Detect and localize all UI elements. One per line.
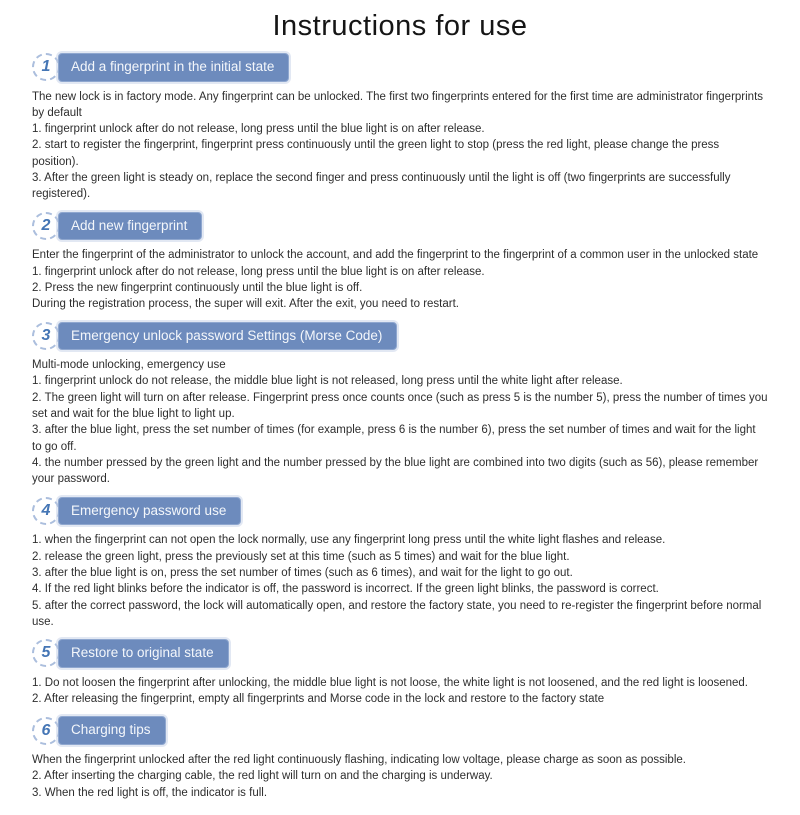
section-text-line: 3. after the blue light is on, press the set number of times (such as 6 times), and wait for the light to go out. [32, 566, 573, 579]
section-add-new-fingerprint [32, 212, 768, 313]
section-text-line: 1. fingerprint unlock after do not release, long press until the blue light is on after release. [32, 123, 485, 136]
section-text-line: The new lock is in factory mode. Any fingerprint can be unlocked. The first two fingerprints entered for the first time are administrator fingerprints by default [32, 90, 764, 119]
section-2-header [32, 212, 768, 241]
section-6-header [32, 716, 768, 745]
section-heading: Emergency unlock password Settings (Morse Code) [58, 322, 397, 351]
section-text-line: 2. The green light will turn on after release. Fingerprint press once counts once (such as press 5 is the number 5), press the number of times you set and wait for the blue light to light up. [32, 391, 768, 421]
section-text-line: 5. after the correct password, the lock will automatically open, and restore the factory state, you need to re-register the fingerprint before normal use. [32, 599, 762, 628]
section-heading: Restore to original state [58, 639, 229, 668]
section-heading: Add new fingerprint [58, 212, 202, 241]
section-text-line: When the fingerprint unlocked after the red light continuously flashing, indicating low voltage, please charge as soon as possible. [32, 753, 686, 766]
section-restore-original-state [32, 639, 768, 707]
section-heading: Charging tips [58, 716, 166, 745]
section-text-line: 1. when the fingerprint can not open the lock normally, use any fingerprint long press until the white light flashes and release. [32, 534, 666, 547]
section-4-header [32, 497, 768, 526]
section-1-header [32, 53, 768, 82]
section-text-line: 2. start to register the fingerprint, fingerprint press continuously until the green light to stop (press the red light, please change the press position). [32, 139, 720, 168]
section-number-badge: 1 [32, 53, 60, 81]
section-5-header [32, 639, 768, 668]
section-text-line: 2. Press the new fingerprint continuously until the blue light is off. [32, 281, 363, 294]
section-text-line: 1. Do not loosen the fingerprint after unlocking, the middle blue light is not loose, the white light is not loosened, and the red light is loosened. [32, 676, 749, 689]
section-text-line: 2. After inserting the charging cable, the red light will turn on and the charging is underway. [32, 770, 493, 783]
section-text-line: 3. When the red light is off, the indicator is full. [32, 786, 268, 799]
section-text-line: Enter the fingerprint of the administrator to unlock the account, and add the fingerprint to the fingerprint of a common user in the unlocked state [32, 249, 759, 262]
section-text-line: 1. fingerprint unlock after do not release, long press until the blue light is on after release. [32, 265, 485, 278]
page-title: Instructions for use [272, 10, 528, 42]
section-text-line: 4. the number pressed by the green light and the number pressed by the blue light are combined into two digits (such as 56), please remember your password. [32, 457, 759, 486]
section-number-badge: 6 [32, 717, 60, 745]
section-text-line: 3. After the green light is steady on, replace the second finger and press continuously until the light is off (two fingerprints are successfully registered). [32, 172, 731, 201]
section-number-badge: 4 [32, 497, 60, 525]
section-text-line: 3. after the blue light, press the set number of times (for example, press 6 is the number 6), press the set number of times and wait for the light to go off. [32, 424, 756, 453]
section-number-badge: 2 [32, 212, 60, 240]
section-heading: Emergency password use [58, 497, 241, 526]
section-text-line: 2. After releasing the fingerprint, empty all fingerprints and Morse code in the lock and restore to the factory state [32, 693, 605, 706]
section-emergency-password-settings [32, 322, 768, 488]
section-text-line: 2. release the green light, press the previously set at this time (such as 5 times) and wait for the blue light. [32, 550, 570, 563]
section-3-header [32, 322, 768, 351]
section-charging-tips [32, 716, 768, 800]
section-emergency-password-use [32, 497, 768, 630]
section-text-line: Multi-mode unlocking, emergency use [32, 359, 226, 372]
section-add-fingerprint-initial [32, 53, 768, 203]
section-number-badge: 5 [32, 639, 60, 667]
section-text-line: 4. If the red light blinks before the indicator is off, the password is incorrect. If the green light blinks, the password is correct. [32, 583, 659, 596]
section-text-line: During the registration process, the super will exit. After the exit, you need to restart. [32, 298, 459, 311]
section-heading: Add a fingerprint in the initial state [58, 53, 289, 82]
section-text-line: 1. fingerprint unlock do not release, the middle blue light is not released, long press until the white light after release. [32, 375, 623, 388]
section-number-badge: 3 [32, 322, 60, 350]
